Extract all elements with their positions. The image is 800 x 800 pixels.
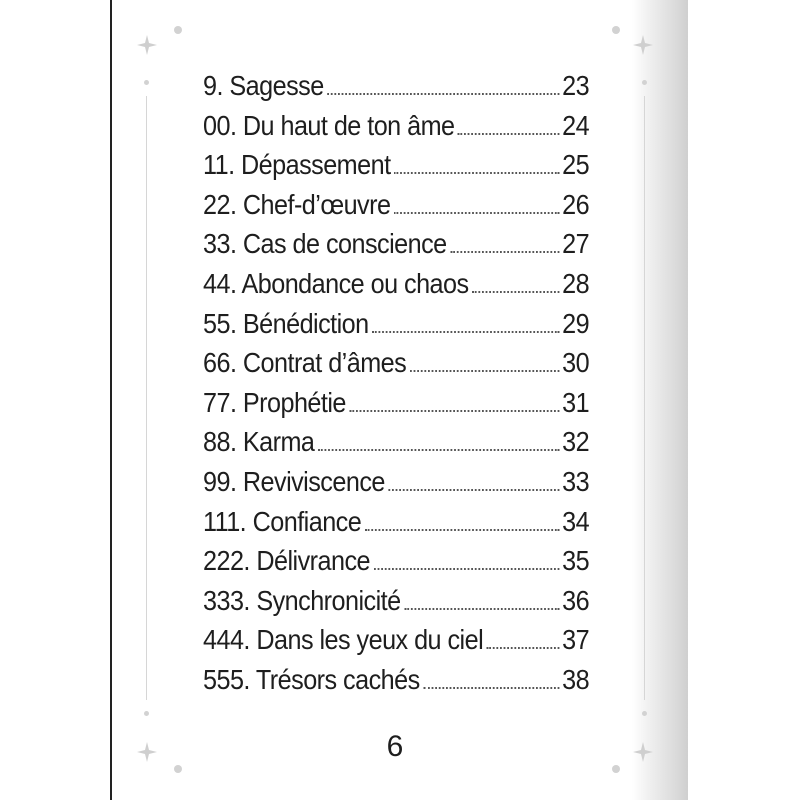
dot-leader (327, 93, 559, 95)
toc-entry-title: 88. Karma (203, 426, 315, 458)
toc-entry-page: 36 (562, 584, 590, 616)
page-number: 6 (386, 730, 404, 763)
toc-entry-title: 44. Abondance ou chaos (203, 267, 469, 299)
toc-entry (203, 426, 589, 466)
dot-leader (410, 370, 560, 372)
dot-leader (388, 489, 559, 491)
toc-entry-page: 35 (562, 545, 590, 577)
toc-entry-page: 24 (562, 109, 590, 141)
toc-entry-page: 27 (562, 228, 590, 260)
toc-entry (203, 110, 589, 150)
sparkle-icon (633, 35, 653, 55)
toc-entry-title: 11. Dépassement (203, 149, 391, 181)
toc-entry-title: 333. Synchronicité (203, 584, 401, 616)
toc-entry-title: 66. Contrat d’âmes (203, 347, 407, 379)
toc-entry (203, 387, 589, 427)
sparkle-icon (137, 35, 157, 55)
dot-leader (487, 647, 560, 649)
toc-entry (203, 664, 589, 704)
dot-leader (318, 449, 559, 451)
toc-entry-page: 38 (562, 663, 590, 695)
right-frame-line (644, 96, 645, 700)
dot-leader (404, 608, 559, 610)
bottom-left-small-dot (144, 711, 149, 716)
toc-entry-page: 28 (562, 267, 590, 299)
toc-entry (203, 624, 589, 664)
toc-entry-title: 00. Du haut de ton âme (203, 109, 455, 141)
bottom-right-small-dot (642, 711, 647, 716)
toc-entry-page: 37 (562, 624, 590, 656)
dot-leader (423, 687, 559, 689)
toc-entry-page: 25 (562, 149, 590, 181)
toc-entry-page: 31 (562, 386, 590, 418)
toc-entry-title: 555. Trésors cachés (203, 663, 420, 695)
toc-entry-page: 32 (562, 426, 590, 458)
page-gutter-shadow (632, 0, 688, 800)
toc-entry (203, 268, 589, 308)
toc-entry (203, 308, 589, 348)
bottom-left-dot (174, 765, 182, 773)
sparkle-icon (633, 742, 653, 762)
sparkle-icon (137, 742, 157, 762)
left-frame-line (146, 96, 147, 700)
toc-entry (203, 506, 589, 546)
toc-entry-title: 9. Sagesse (203, 70, 324, 101)
top-left-dot (174, 26, 182, 34)
toc-entry-title: 222. Délivrance (203, 545, 371, 577)
toc-entry-title: 22. Chef-d’œuvre (203, 188, 391, 220)
toc-entry-page: 26 (562, 188, 590, 220)
dot-leader (372, 331, 559, 333)
toc-entry-title: 111. Confiance (203, 505, 362, 537)
dot-leader (349, 410, 559, 412)
top-left-small-dot (144, 80, 149, 85)
bottom-right-dot (612, 765, 620, 773)
toc-entry (203, 347, 589, 387)
toc-entry (203, 228, 589, 268)
toc-entry (203, 149, 589, 189)
toc-entry (203, 545, 589, 585)
toc-entry-title: 55. Bénédiction (203, 307, 369, 339)
toc-entry-title: 444. Dans les yeux du ciel (203, 624, 484, 656)
toc-entry (203, 466, 589, 506)
toc-entry (203, 189, 589, 229)
dot-leader (374, 568, 560, 570)
toc-entry (203, 585, 589, 625)
dot-leader (394, 172, 559, 174)
toc-entry-page: 33 (562, 465, 590, 497)
top-right-dot (612, 26, 620, 34)
toc-entry-page: 29 (562, 307, 590, 339)
dot-leader (394, 212, 559, 214)
dot-leader (458, 133, 559, 135)
toc-entry-page: 30 (562, 347, 590, 379)
dot-leader (365, 529, 560, 531)
dot-leader (450, 251, 559, 253)
top-right-small-dot (642, 80, 647, 85)
page-left-border (110, 0, 112, 800)
toc-entry-title: 33. Cas de conscience (203, 228, 447, 260)
table-of-contents (203, 70, 589, 704)
toc-entry-title: 99. Reviviscence (203, 465, 385, 497)
toc-entry-title: 77. Prophétie (203, 386, 346, 418)
toc-entry-page: 23 (562, 70, 590, 101)
dot-leader (472, 291, 559, 293)
toc-entry (203, 70, 589, 110)
toc-entry-page: 34 (562, 505, 590, 537)
